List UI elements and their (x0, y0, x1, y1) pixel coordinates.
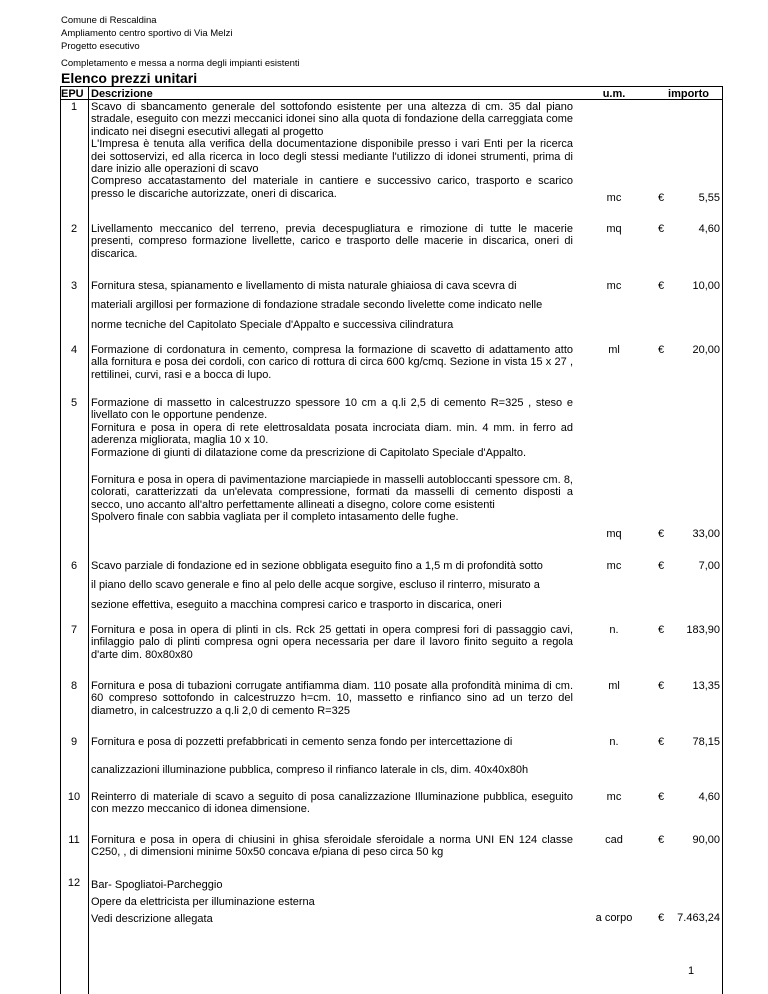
page-number: 1 (688, 965, 695, 977)
row-price: 10,00 (692, 280, 720, 292)
row-price: 183,90 (686, 624, 720, 636)
currency-symbol: € (658, 223, 665, 235)
row-unit: cad (605, 834, 623, 846)
row-number: 11 (68, 834, 80, 846)
table-top-border (60, 86, 722, 87)
currency-symbol: € (658, 834, 665, 846)
row-number: 6 (70, 560, 78, 572)
row-description (91, 791, 573, 816)
description-line: Fornitura e posa in opera di plinti in cls. Rck 25 gettati in opera compresi fori di passaggio cavi, infilaggio palo di plinti compresa ogni opera necessaria per dare il lavoro finito seguito a regola d'arte dim. 80x80x80 (91, 624, 573, 661)
description-line: Fornitura e posa in opera di rete elettrosaldata posata incrociata diam. min. 4 mm. in ferro ad aderenza migliorata, maglia 10 x 10. (91, 421, 573, 447)
row-number: 12 (67, 877, 81, 889)
row-unit: mc (606, 560, 622, 572)
currency-symbol: € (658, 680, 665, 692)
row-description (91, 624, 573, 661)
page-title: Elenco prezzi unitari (61, 70, 198, 86)
header-phase: Progetto esecutivo (61, 41, 140, 52)
row-unit: a corpo (595, 912, 633, 924)
row-description (91, 397, 573, 459)
row-description-secondary (91, 474, 573, 524)
header-municipality: Comune di Rescaldina (61, 15, 157, 26)
row-price: 90,00 (692, 834, 720, 846)
row-description (91, 223, 573, 260)
row-number: 1 (70, 101, 78, 113)
currency-symbol: € (658, 912, 665, 924)
row-price: 4,60 (698, 791, 720, 803)
row-price: 20,00 (692, 344, 720, 356)
description-line: Vedi descrizione allegata (91, 913, 213, 925)
description-line: Formazione di massetto in calcestruzzo spessore 10 cm a q.li 2,5 di cemento R=325 , steso e livellato con le opportune pendenze. (91, 397, 573, 422)
row-description (91, 680, 573, 717)
row-price: 4,60 (698, 223, 720, 235)
description-line: sezione effettiva, eseguito a macchina compresi carico e trasporto in discarica, oneri (91, 598, 502, 611)
description-line: Fornitura e posa in opera di chiusini in ghisa sferoidale sferoidale a norma UNI EN 124 classe C250, , di dimensioni minime 50x50 concava e/piana di peso circa 50 kg (91, 834, 573, 859)
row-description (91, 834, 573, 859)
col-header-descrizione: Descrizione (91, 88, 153, 100)
row-price: 13,35 (692, 680, 720, 692)
description-line: Fornitura e posa in opera di pavimentazione marciapiede in masselli autobloccanti spessore cm. 8, colorati, caratterizzati da un'elevata compressione, formati da masselli di cemento disposti a secco, uno accanto all'altro perfettamente allineati a disegno, colore come esistenti (91, 474, 573, 511)
description-line: Scavo di sbancamento generale del sottofondo esistente per una altezza di cm. 35 dal piano stradale, eseguito con mezzi meccanici idonei sino alla quota di fondazione della carreggiata come indicato nei disegni esecutivi allegati al progetto (91, 101, 573, 138)
description-line: materiali argillosi per formazione di fondazione stradale secondo livelette come indicato nelle (91, 299, 543, 312)
row-unit: mq (606, 528, 622, 540)
currency-symbol: € (658, 192, 665, 204)
row-unit: n. (609, 736, 619, 748)
description-line: il piano dello scavo generale e fino al pelo delle acque sorgive, escluso il rinterro, misurato a (91, 579, 540, 592)
description-line: Formazione di cordonatura in cemento, compresa la formazione di scavetto di adattamento atto alla fornitura e posa dei cordoli, con carico di rottura di circa 600 kg/cmq. Sezione in vista 15 x 27 , rettilinei, curvi, rasi e a bocca di lupo. (91, 344, 573, 381)
row-number: 7 (70, 624, 78, 636)
row-description (91, 877, 573, 928)
row-number: 10 (67, 791, 81, 803)
currency-symbol: € (658, 280, 665, 292)
description-line: Fornitura e posa di pozzetti prefabbricati in cemento senza fondo per intercettazione di (91, 736, 513, 748)
row-number: 2 (70, 223, 78, 235)
row-description (91, 101, 573, 200)
row-number: 5 (70, 397, 78, 409)
row-unit: mc (606, 791, 622, 803)
row-number: 9 (70, 736, 78, 748)
row-number: 3 (70, 280, 78, 292)
currency-symbol: € (658, 528, 665, 540)
header-subject: Completamento e messa a norma degli impianti esistenti (61, 58, 300, 69)
header-project: Ampliamento centro sportivo di Via Melzi (61, 28, 233, 39)
row-price: 7.463,24 (677, 912, 720, 924)
description-line: Spolvero finale con sabbia vagliata per il completo intasamento delle fughe. (91, 511, 459, 524)
description-line: norme tecniche del Capitolato Speciale d'Appalto e successiva cilindratura (91, 318, 454, 331)
description-line: Formazione di giunti di dilatazione come da prescrizione di Capitolato Speciale d'Appalto. (91, 446, 527, 459)
col-header-importo: importo (668, 88, 709, 100)
description-line: Reinterro di materiale di scavo a seguito di posa canalizzazione Illuminazione pubblica, eseguito con mezzo meccanico di idonea dimensione. (91, 791, 573, 816)
row-unit: ml (608, 680, 620, 692)
currency-symbol: € (658, 560, 665, 572)
description-line: Fornitura e posa di tubazioni corrugate antifiamma diam. 110 posate alla profondità minima di cm. 60 compreso sottofondo in calcestruzzo h=cm. 10, massetto e rinfianco sino ad un terzo del diametro, in calcestruzzo a q.li 2,0 di cemento R=325 (91, 680, 573, 717)
row-unit: mq (606, 223, 622, 235)
row-price: 78,15 (692, 736, 720, 748)
row-price: 33,00 (692, 528, 720, 540)
description-line: Bar- Spogliatoi-Parcheggio (91, 879, 223, 891)
price-table (60, 86, 722, 994)
col-header-epu: EPU (61, 88, 84, 100)
description-line: Opere da elettricista per illuminazione esterna (91, 896, 315, 908)
row-price: 7,00 (698, 560, 720, 572)
currency-symbol: € (658, 624, 665, 636)
row-price: 5,55 (698, 192, 720, 204)
row-unit: mc (606, 280, 622, 292)
table-right-border (722, 86, 723, 994)
currency-symbol: € (658, 791, 665, 803)
col-header-um: u.m. (602, 88, 626, 100)
row-unit: mc (606, 192, 622, 204)
description-line: Livellamento meccanico del terreno, previa decespugliatura e rimozione di tutte le macerie presenti, compreso formazione livellette, carico e trasporto delle macerie in discarica, oneri di discarica. (91, 223, 573, 260)
row-number: 4 (70, 344, 78, 356)
row-unit: n. (609, 624, 619, 636)
row-description (91, 280, 573, 331)
description-line: canalizzazioni illuminazione pubblica, compreso il rinfianco laterale in cls, dim. 40x40x80h (91, 764, 529, 777)
description-line: Compreso accatastamento del materiale in cantiere e successivo carico, trasporto e scarico presso le discariche autorizzate, oneri di discarica. (91, 175, 573, 200)
currency-symbol: € (658, 736, 665, 748)
currency-symbol: € (658, 344, 665, 356)
row-unit: ml (608, 344, 620, 356)
description-line: L'Impresa è tenuta alla verifica della documentazione disponibile presso i vari Enti per la ricerca dei sottoservizi, ed alla ricerca in loco degli stessi mediante l'utilizzo di idonei strumenti, prima di dare inizio alle operazioni di scavo (91, 138, 573, 176)
row-number: 8 (70, 680, 78, 692)
row-description (91, 736, 573, 777)
row-description (91, 560, 573, 611)
row-description (91, 344, 573, 381)
description-line: Fornitura stesa, spianamento e livellamento di mista naturale ghiaiosa di cava scevra di (91, 280, 517, 292)
description-line: Scavo parziale di fondazione ed in sezione obbligata eseguito fino a 1,5 m di profondità sotto (91, 560, 543, 572)
